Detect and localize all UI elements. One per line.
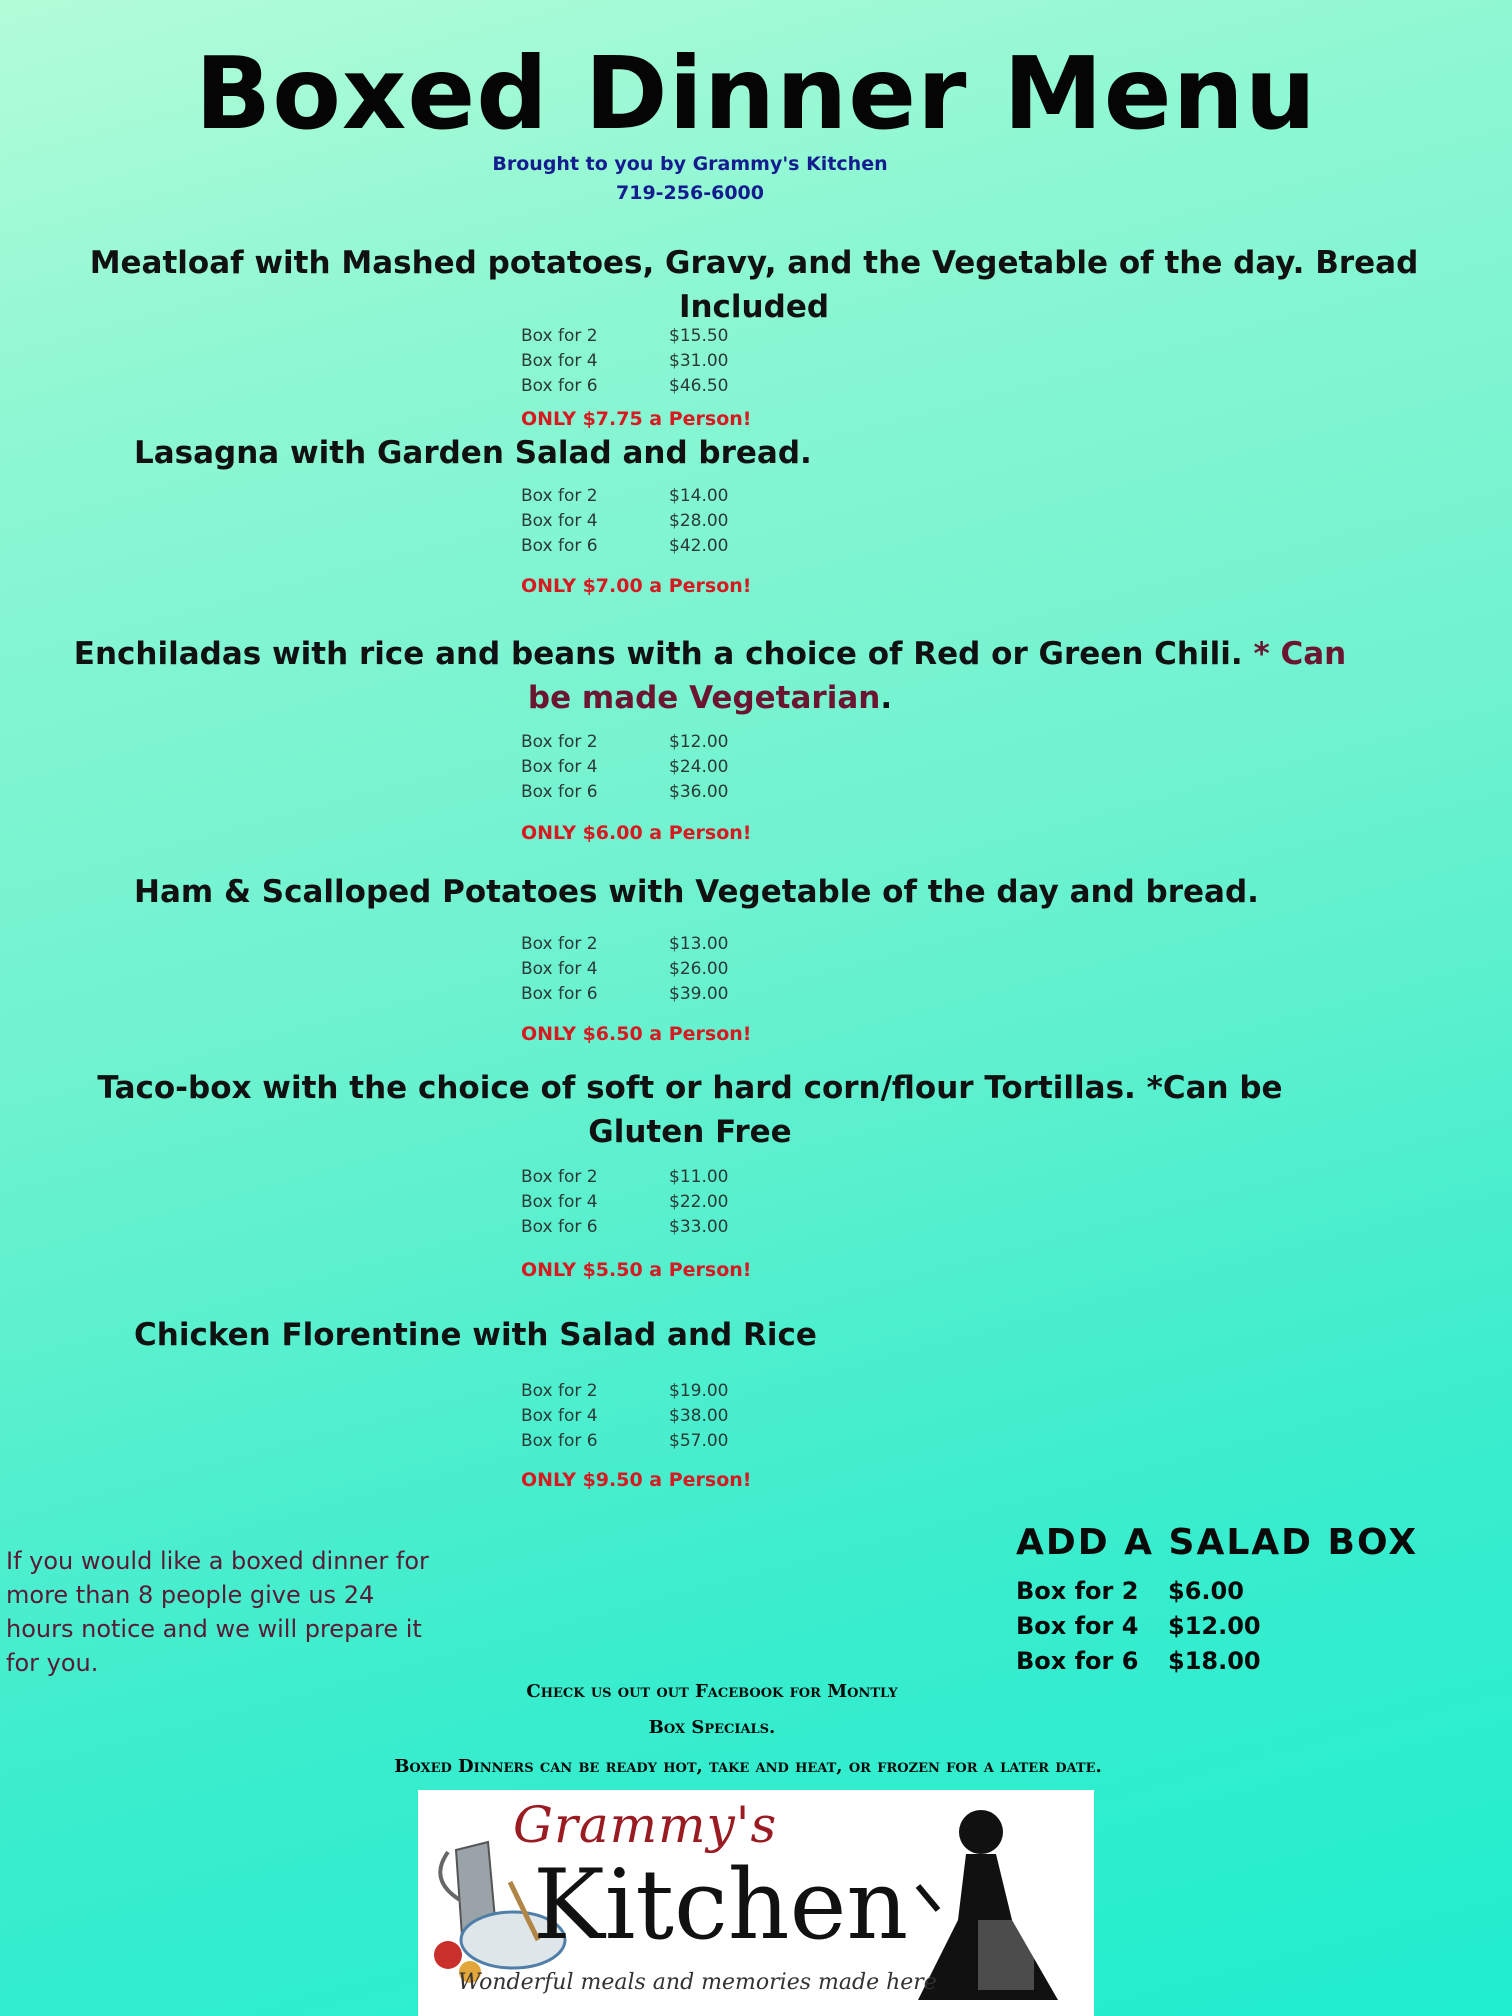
box-size-label: Box for 2	[521, 732, 598, 752]
dish-description-end: .	[880, 680, 893, 716]
box-size-label: Box for 2	[521, 326, 598, 346]
dish-title-line: Taco-box with the choice of soft or hard corn/flour Tortillas. *Can be	[97, 1070, 1283, 1106]
logo-tagline: Wonderful meals and memories made here	[458, 1970, 937, 1995]
price-row	[521, 957, 728, 982]
box-price: $13.00	[669, 934, 729, 954]
dish-title-lasagna: Lasagna with Garden Salad and bread.	[134, 435, 812, 471]
price-row	[521, 1379, 728, 1404]
box-size-label: Box for 6	[1016, 1647, 1139, 1675]
box-size-label: Box for 4	[1016, 1612, 1139, 1640]
box-size-label: Box for 4	[521, 511, 598, 531]
price-list-taco	[521, 1165, 728, 1240]
grammys-kitchen-logo	[418, 1790, 1094, 2016]
price-row	[521, 1190, 728, 1215]
logo-name-main: Kitchen	[533, 1849, 909, 1961]
dish-title-meatloaf	[0, 241, 1508, 329]
phone-number: 719-256-6000	[616, 182, 764, 204]
box-size-label: Box for 6	[521, 536, 598, 556]
box-price: $57.00	[669, 1431, 729, 1451]
per-person-price: ONLY $7.75 a Person!	[521, 408, 752, 430]
facebook-note: Check us out out Facebook for Montly	[526, 1681, 898, 1702]
vegetarian-note: * Can	[1253, 636, 1347, 672]
dish-title-enchiladas	[0, 632, 1420, 720]
box-size-label: Box for 2	[521, 1381, 598, 1401]
box-size-label: Box for 2	[521, 934, 598, 954]
dish-title-line: Gluten Free	[588, 1114, 792, 1150]
box-price: $33.00	[669, 1217, 729, 1237]
price-row	[521, 374, 728, 399]
price-row	[521, 1165, 728, 1190]
box-size-label: Box for 4	[521, 1406, 598, 1426]
box-size-label: Box for 4	[521, 757, 598, 777]
box-price: $14.00	[669, 486, 729, 506]
box-size-label: Box for 2	[521, 1167, 598, 1187]
box-size-label: Box for 6	[521, 984, 598, 1004]
price-row	[521, 349, 728, 374]
price-row	[521, 324, 728, 349]
box-size-label: Box for 6	[521, 782, 598, 802]
ready-options-note: Boxed Dinners can be ready hot, take and heat, or frozen for a later date.	[394, 1756, 1102, 1777]
price-row	[521, 932, 728, 957]
per-person-price: ONLY $6.50 a Person!	[521, 1023, 752, 1045]
price-row	[521, 780, 728, 805]
price-list-ham	[521, 932, 728, 1007]
box-price: $42.00	[669, 536, 729, 556]
box-price: $15.50	[669, 326, 729, 346]
dish-description: Enchiladas with rice and beans with a choice of Red or Green Chili.	[73, 636, 1243, 672]
price-row	[521, 534, 728, 559]
price-row	[521, 755, 728, 780]
box-price: $19.00	[669, 1381, 729, 1401]
salad-box-prices	[1016, 1574, 1261, 1679]
box-price: $12.00	[1168, 1612, 1261, 1640]
price-row	[521, 484, 728, 509]
price-row	[521, 982, 728, 1007]
logo-name-top: Grammy's	[513, 1796, 778, 1854]
price-row	[521, 1404, 728, 1429]
dish-title-taco	[0, 1066, 1380, 1154]
box-price: $26.00	[669, 959, 729, 979]
price-list-chicken-florentine	[521, 1379, 728, 1454]
box-price: $6.00	[1168, 1577, 1244, 1605]
box-price: $31.00	[669, 351, 729, 371]
silhouette-icon	[959, 1810, 1003, 1854]
facebook-note-continued: Box Specials.	[648, 1717, 776, 1738]
box-price: $12.00	[669, 732, 729, 752]
box-price: $36.00	[669, 782, 729, 802]
dish-title-line	[0, 676, 1420, 720]
dish-title-line	[0, 632, 1420, 676]
box-size-label: Box for 4	[521, 351, 598, 371]
price-list-enchiladas	[521, 730, 728, 805]
page-title: Boxed Dinner Menu	[195, 35, 1317, 152]
dish-title-chicken-florentine: Chicken Florentine with Salad and Rice	[134, 1317, 817, 1353]
salad-box-title: ADD A SALAD BOX	[1016, 1522, 1419, 1563]
price-row	[1016, 1574, 1261, 1609]
price-row	[1016, 1609, 1261, 1644]
price-list-meatloaf	[521, 324, 728, 399]
dish-title-line: Included	[678, 289, 830, 325]
vegetarian-note: be made Vegetarian	[527, 680, 881, 716]
box-size-label: Box for 4	[521, 1192, 598, 1212]
box-price: $22.00	[669, 1192, 729, 1212]
dish-title-ham: Ham & Scalloped Potatoes with Vegetable of the day and bread.	[134, 874, 1259, 910]
per-person-price: ONLY $9.50 a Person!	[521, 1469, 752, 1491]
box-size-label: Box for 2	[1016, 1577, 1139, 1605]
box-price: $38.00	[669, 1406, 729, 1426]
price-row	[521, 1215, 728, 1240]
box-price: $46.50	[669, 376, 729, 396]
box-size-label: Box for 6	[521, 1431, 598, 1451]
price-row	[521, 1429, 728, 1454]
box-price: $39.00	[669, 984, 729, 1004]
per-person-price: ONLY $7.00 a Person!	[521, 575, 752, 597]
box-size-label: Box for 6	[521, 376, 598, 396]
dish-title-line: Meatloaf with Mashed potatoes, Gravy, and the Vegetable of the day. Bread	[89, 245, 1419, 281]
price-row	[521, 730, 728, 755]
subtitle: Brought to you by Grammy's Kitchen	[492, 153, 888, 175]
per-person-price: ONLY $5.50 a Person!	[521, 1259, 752, 1281]
price-row	[521, 509, 728, 534]
price-list-lasagna	[521, 484, 728, 559]
box-price: $24.00	[669, 757, 729, 777]
box-size-label: Box for 4	[521, 959, 598, 979]
per-person-price: ONLY $6.00 a Person!	[521, 822, 752, 844]
box-size-label: Box for 6	[521, 1217, 598, 1237]
box-price: $18.00	[1168, 1647, 1261, 1675]
apple-icon	[434, 1941, 462, 1969]
box-price: $28.00	[669, 511, 729, 531]
box-size-label: Box for 2	[521, 486, 598, 506]
large-order-note: If you would like a boxed dinner for more than 8 people give us 24 hours notice and we will prepare it for you.	[6, 1547, 429, 1677]
box-price: $11.00	[669, 1167, 729, 1187]
